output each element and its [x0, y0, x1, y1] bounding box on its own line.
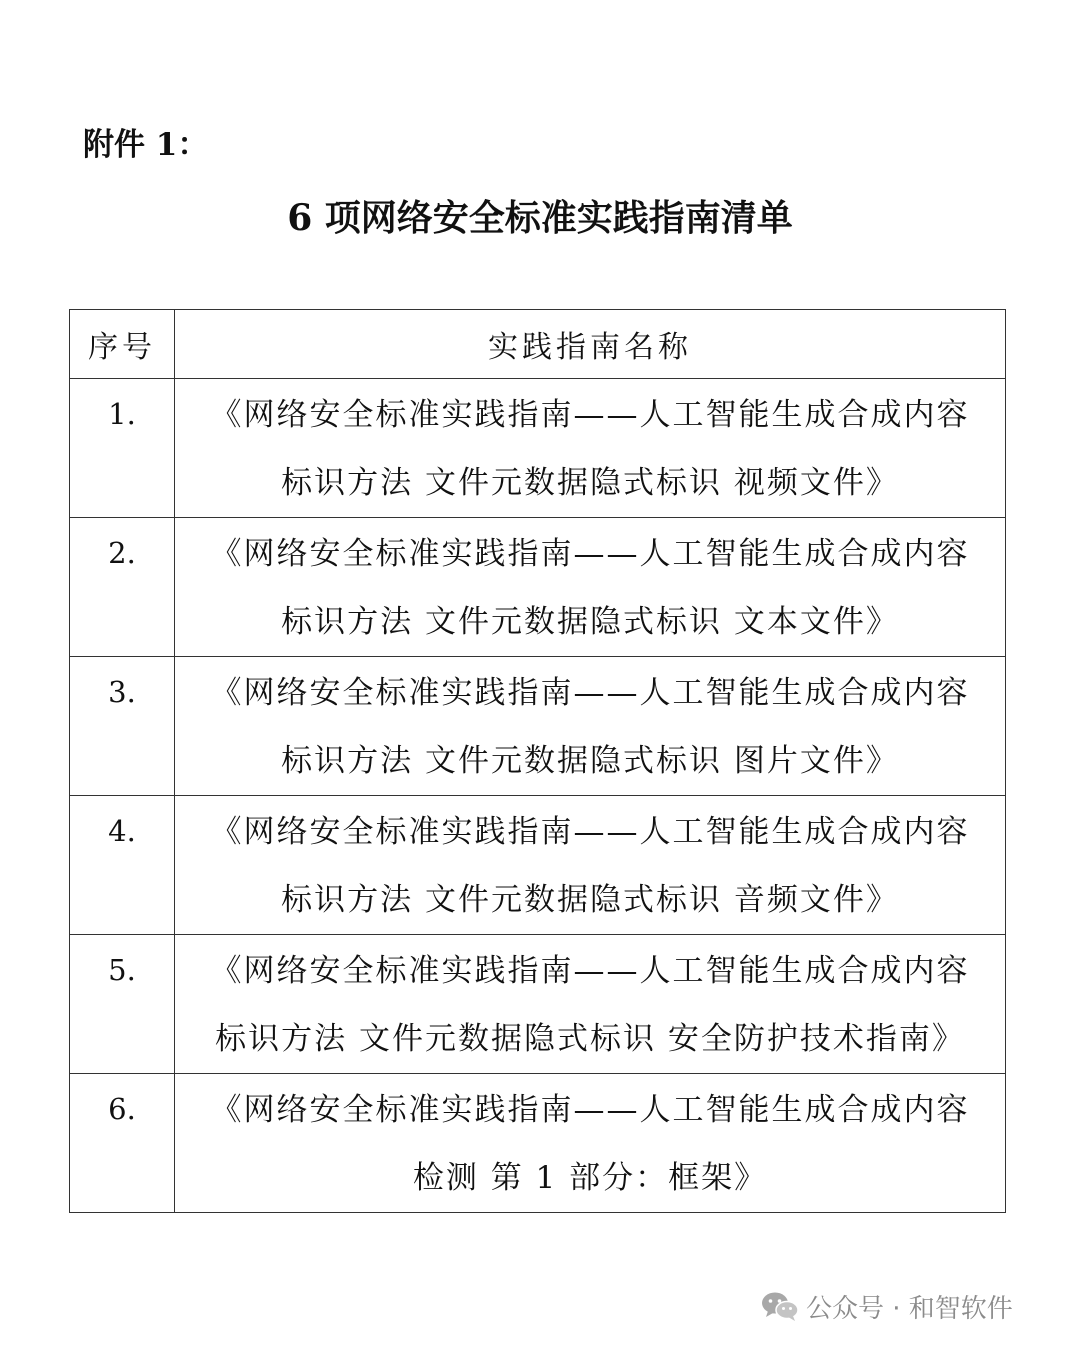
guide-name-line: 《网络安全标准实践指南——人工智能生成合成内容 — [210, 1092, 970, 1128]
table-row — [70, 518, 1006, 657]
document-title: 6 项网络安全标准实践指南清单 — [287, 197, 793, 239]
table-row — [70, 379, 1006, 518]
guide-name-line: 《网络安全标准实践指南——人工智能生成合成内容 — [210, 675, 970, 711]
wechat-icon — [760, 1290, 800, 1322]
watermark-text: 公众号 · 和智软件 — [806, 1293, 1013, 1324]
row-number: 5. — [70, 935, 175, 1074]
guide-name-line: 《网络安全标准实践指南——人工智能生成合成内容 — [210, 953, 970, 989]
row-number: 3. — [70, 657, 175, 796]
guide-name-line: 《网络安全标准实践指南——人工智能生成合成内容 — [210, 397, 970, 433]
guide-name-line: 标识方法 文件元数据隐式标识 音频文件》 — [281, 882, 899, 918]
table-row — [70, 1074, 1006, 1213]
guide-name-line: 《网络安全标准实践指南——人工智能生成合成内容 — [210, 536, 970, 572]
table-row — [70, 935, 1006, 1074]
guide-name-line: 标识方法 文件元数据隐式标识 视频文件》 — [281, 465, 899, 501]
guide-name-cell — [175, 518, 1006, 657]
row-number: 4. — [70, 796, 175, 935]
header-guide-name: 实践指南名称 — [175, 310, 1006, 379]
guide-name-line: 标识方法 文件元数据隐式标识 安全防护技术指南》 — [215, 1021, 965, 1057]
table-row — [70, 657, 1006, 796]
row-number: 1. — [70, 379, 175, 518]
guide-list-table — [69, 309, 1006, 1213]
guide-name-cell — [175, 379, 1006, 518]
guide-name-line: 《网络安全标准实践指南——人工智能生成合成内容 — [210, 814, 970, 850]
guide-name-line: 标识方法 文件元数据隐式标识 文本文件》 — [281, 604, 899, 640]
guide-name-line: 检测 第 1 部分：框架》 — [412, 1160, 768, 1196]
attachment-label: 附件 1： — [83, 127, 209, 163]
row-number: 2. — [70, 518, 175, 657]
table-header-row — [70, 310, 1006, 379]
table-row — [70, 796, 1006, 935]
guide-name-cell — [175, 657, 1006, 796]
row-number: 6. — [70, 1074, 175, 1213]
guide-name-cell — [175, 1074, 1006, 1213]
guide-name-line: 标识方法 文件元数据隐式标识 图片文件》 — [281, 743, 899, 779]
guide-name-cell — [175, 935, 1006, 1074]
guide-name-cell — [175, 796, 1006, 935]
header-serial-number: 序号 — [70, 310, 175, 379]
wechat-watermark — [760, 1288, 1013, 1324]
